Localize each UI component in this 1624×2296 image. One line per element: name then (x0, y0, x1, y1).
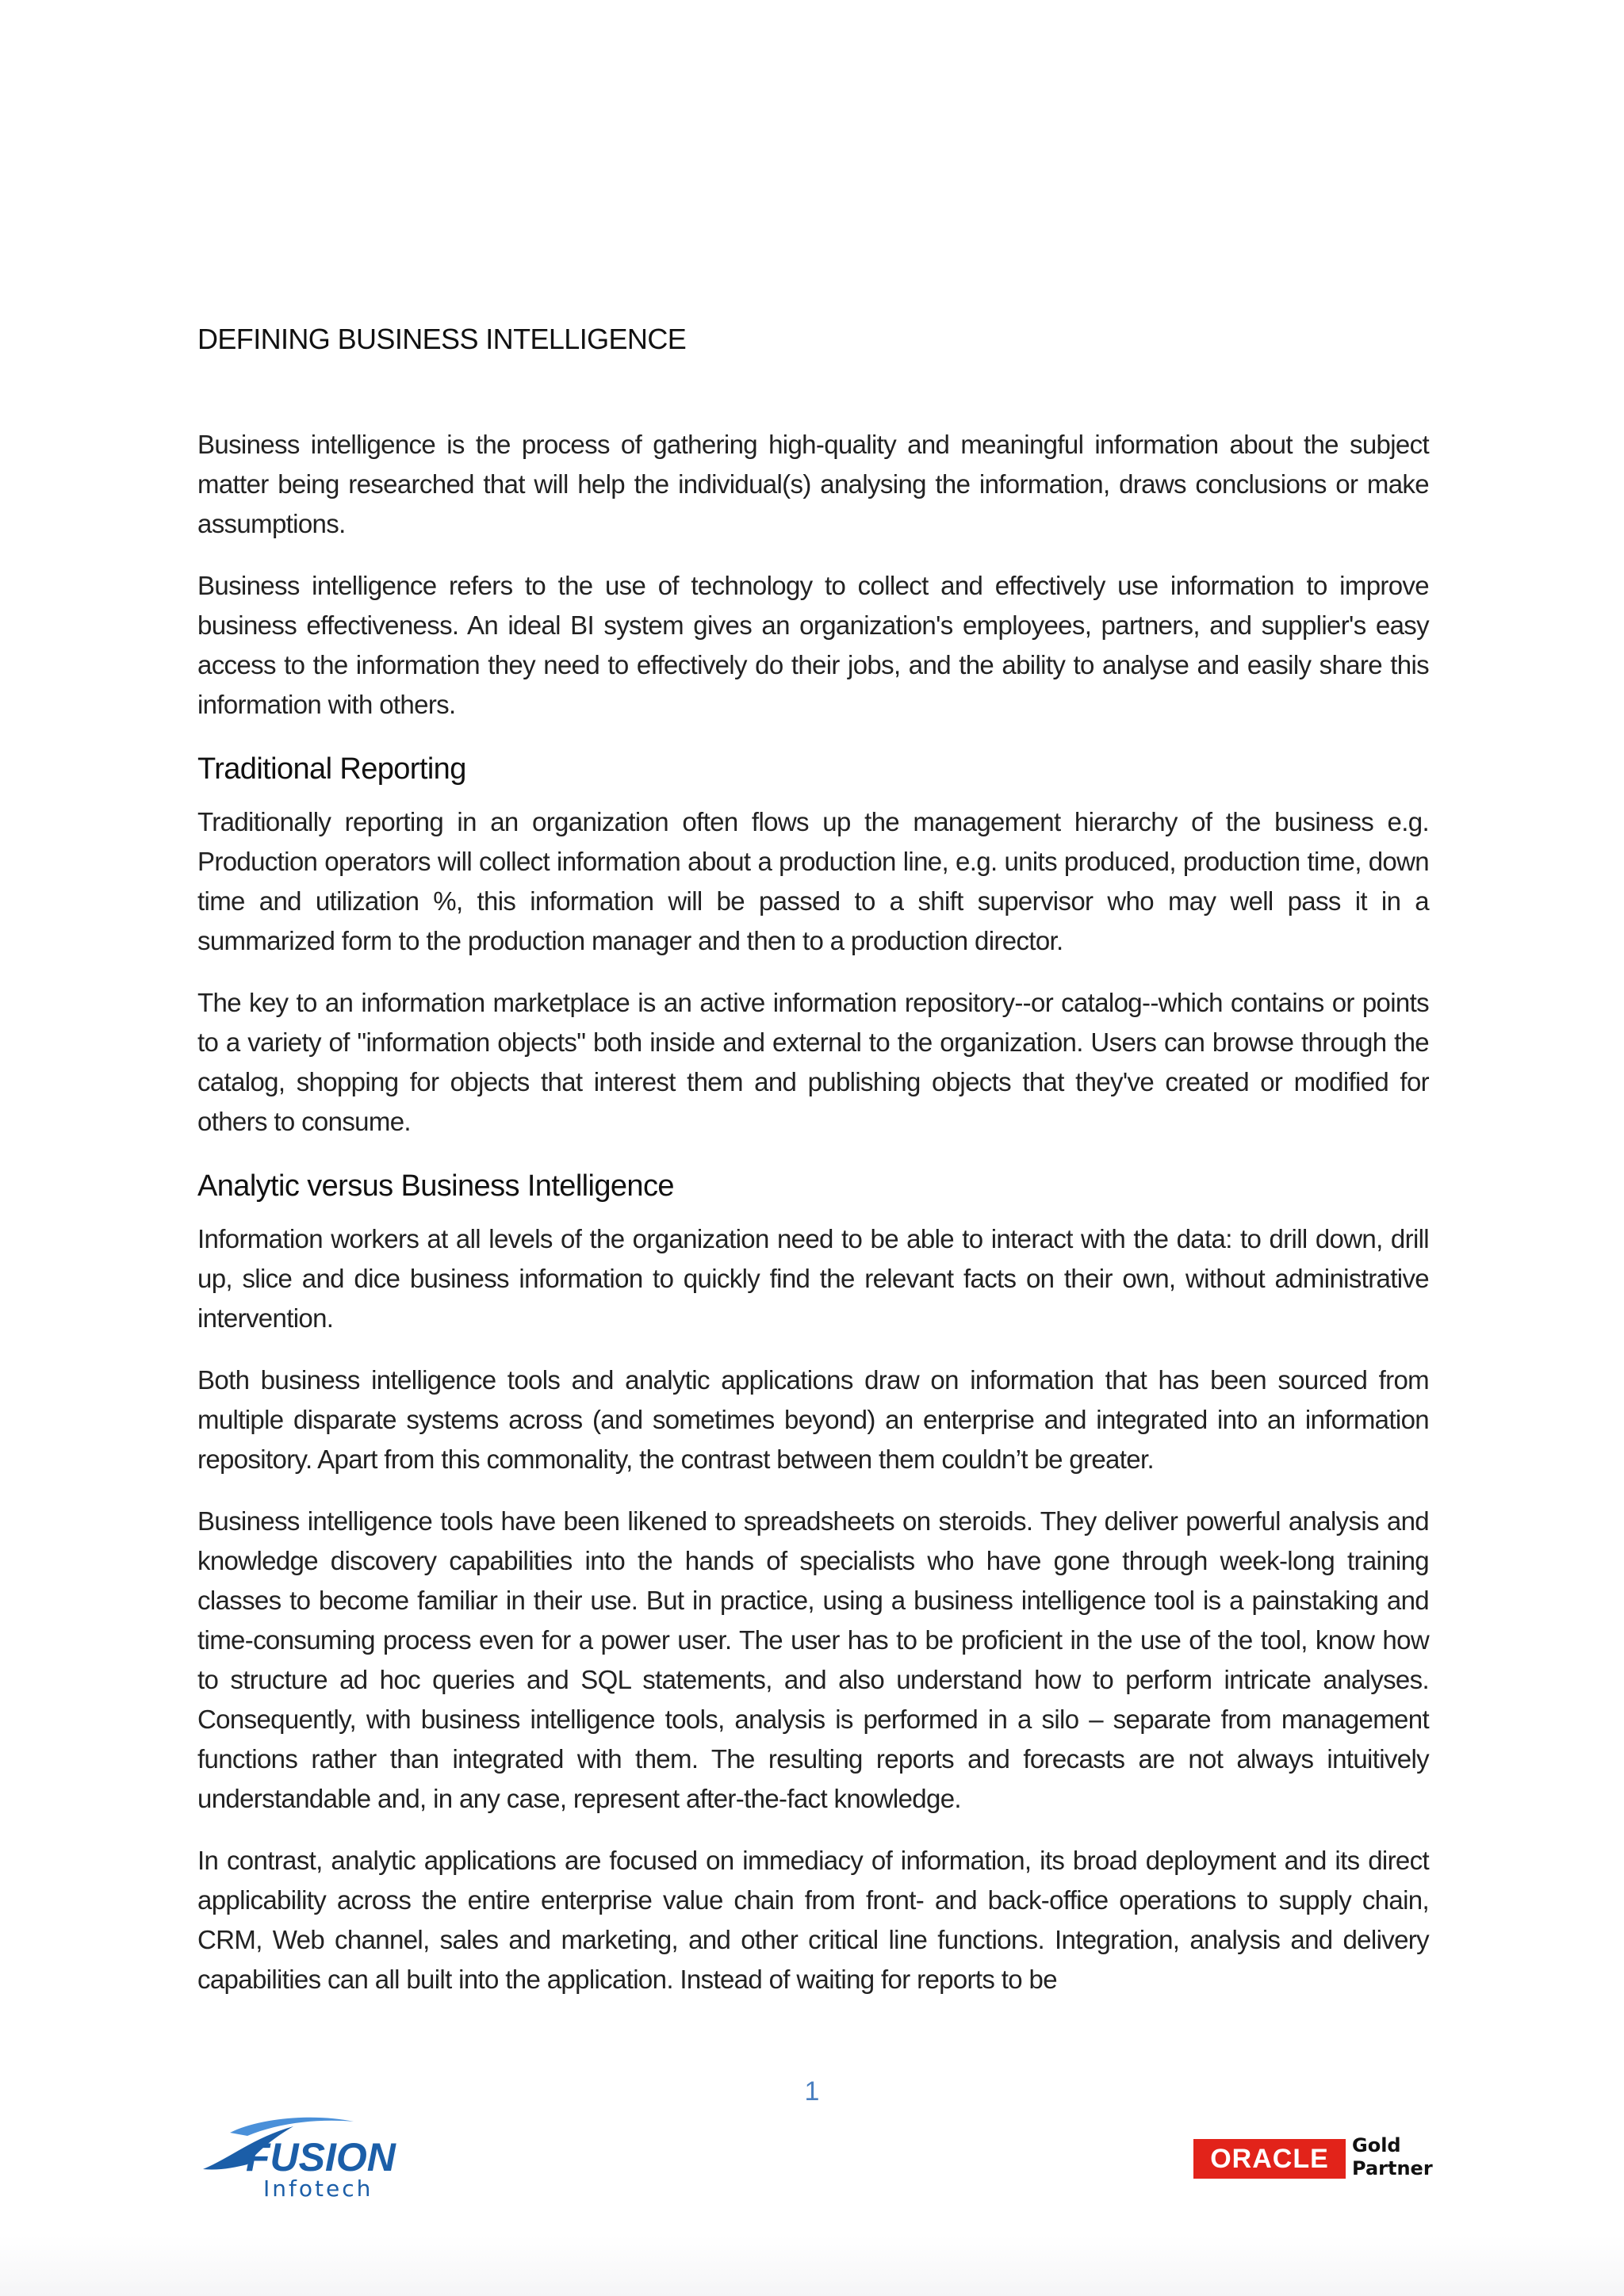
gold-partner-badge (1352, 2134, 1433, 2180)
partner-label: Partner (1352, 2157, 1433, 2179)
analytic-paragraph-1: Information workers at all levels of the organization need to be able to interact with the data: to drill down, drill up, slice and dice business information to quickly find the relevant facts on their own, without administrative intervention. (197, 1224, 1429, 1333)
gold-label: Gold (1352, 2134, 1401, 2156)
fusion-swoosh-icon (198, 2109, 404, 2204)
traditional-reporting-paragraph-2: The key to an information marketplace is an active information repository--or catalog--which contains or points to a variety of "information objects" both inside and external to the organization. Users can browse through the catalog, shopping for objects that interest them and publishing objects that they've created or modified for others to consume. (197, 988, 1429, 1136)
fusion-wordmark: FUSION (246, 2135, 396, 2179)
page-title: DEFINING BUSINESS INTELLIGENCE (197, 323, 687, 355)
section-heading-analytic-vs-bi: Analytic versus Business Intelligence (197, 1169, 674, 1203)
section-heading-traditional-reporting: Traditional Reporting (197, 752, 466, 786)
fusion-infotech-logo (198, 2109, 404, 2204)
analytic-paragraph-3: Business intelligence tools have been likened to spreadsheets on steroids. They deliver powerful analysis and knowledge discovery capabilities into the hands of specialists who have gone through week-long training classes to become familiar in their use. But in practice, using a business intelligence tool is a painstaking and time-consuming process even for a power user. The user has to be proficient in the use of the tool, know how to structure ad hoc queries and SQL statements, and also understand how to perform intricate analyses. Consequently, with business intelligence tools, analysis is performed in a silo – separate from management functions rather than integrated with them. The resulting reports and forecasts are not always intuitively understandable and, in any case, represent after-the-fact knowledge. (197, 1506, 1429, 1813)
document-body (197, 316, 1429, 2022)
page-bottom-shade (0, 2236, 1624, 2296)
oracle-wordmark: ORACLE (1193, 2139, 1346, 2179)
oracle-gold-partner-logo (1193, 2131, 1431, 2187)
traditional-reporting-paragraph-1: Traditionally reporting in an organization often flows up the management hierarchy of the business e.g. Production operators will collect information about a production line, e.g. units produced, production time, down time and utilization %, this information will be passed to a shift supervisor who may well pass it in a summarized form to the production manager and then to a production director. (197, 807, 1429, 955)
page-number: 1 (804, 2076, 820, 2107)
analytic-paragraph-2: Both business intelligence tools and analytic applications draw on information that has been sourced from multiple disparate systems across (and sometimes beyond) an enterprise and integrated into an information repository. Apart from this commonality, the contrast between them couldn’t be greater. (197, 1365, 1429, 1474)
analytic-paragraph-4: In contrast, analytic applications are focused on immediacy of information, its broad deployment and its direct applicability across the entire enterprise value chain from front- and back-office operations to supply chain, CRM, Web channel, sales and marketing, and other critical line functions. Integration, analysis and delivery capabilities can all built into the application. Instead of waiting for reports to be (197, 1846, 1429, 1994)
intro-paragraph-1: Business intelligence is the process of gathering high-quality and meaningful information about the subject matter being researched that will help the individual(s) analysing the information, draws conclusions or make assumptions. (197, 430, 1429, 538)
intro-paragraph-2: Business intelligence refers to the use of technology to collect and effectively use information to improve business effectiveness. An ideal BI system gives an organization's employees, partners, and supplier's easy access to the information they need to effectively do their jobs, and the ability to analyse and easily share this information with others. (197, 571, 1429, 719)
infotech-subtitle: Infotech (263, 2175, 373, 2202)
